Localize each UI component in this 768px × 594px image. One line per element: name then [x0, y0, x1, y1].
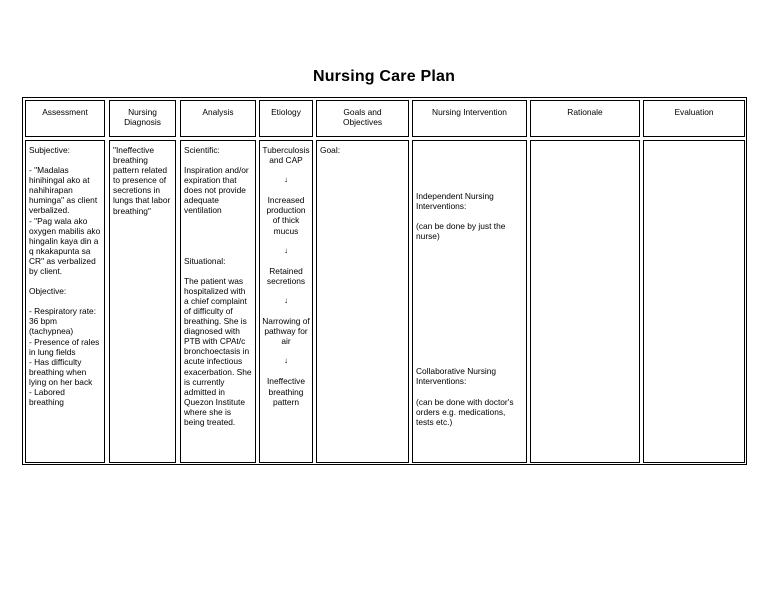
- header-analysis: Analysis: [180, 100, 256, 137]
- intervention-cell: [412, 140, 527, 463]
- objective-item-2: - Presence of rales in lung fields: [29, 336, 100, 357]
- rationale-cell: [530, 140, 640, 463]
- header-diagnosis: [109, 100, 176, 137]
- etiology-cell: [259, 140, 313, 463]
- subjective-label: Subjective:: [29, 145, 70, 155]
- objective-item-1: - Respiratory rate: 36 bpm (tachypnea): [29, 306, 97, 337]
- etiology-step-1: Tuberculosis and CAP: [262, 145, 310, 166]
- goals-cell: [316, 140, 409, 463]
- situational-label: Situational:: [184, 255, 226, 266]
- header-intervention: Nursing Intervention: [412, 100, 527, 137]
- objective-label: Objective:: [29, 286, 67, 297]
- analysis-cell: [180, 140, 256, 463]
- objective-item-4: - Labored breathing: [29, 386, 65, 408]
- down-arrow-icon: ↓: [284, 245, 288, 255]
- collaborative-interventions-note: (can be done with doctor's orders e.g. medications, tests etc.): [416, 396, 514, 427]
- subjective-statement-2: - "Pag wala ako oxygen mabilis ako hingalin kaya din a q nkakapunta sa CR" as verbalized by client.: [29, 215, 101, 277]
- down-arrow-icon: ↓: [284, 356, 288, 366]
- header-goals: [316, 100, 409, 137]
- header-diagnosis-label: Nursing Diagnosis: [124, 107, 161, 128]
- diagnosis-text: "Ineffective breathing pattern related to presence of secretions in lungs that labor breathing": [113, 145, 171, 216]
- subjective-statement-1: - "Madalas hinihingal ako at nahihirapan huminga" as client verbalized.: [29, 165, 98, 216]
- etiology-step-3: Retained secretions: [266, 265, 306, 286]
- etiology-step-2: Increased production of thick mucus: [266, 195, 306, 236]
- down-arrow-icon: ↓: [284, 295, 288, 305]
- evaluation-cell: [643, 140, 745, 463]
- assessment-cell: [25, 140, 105, 463]
- care-plan-table: [22, 97, 747, 465]
- independent-interventions-note: (can be done by just the nurse): [416, 221, 506, 242]
- header-rationale: Rationale: [530, 100, 640, 137]
- down-arrow-icon: ↓: [284, 175, 288, 185]
- header-etiology: Etiology: [259, 100, 313, 137]
- header-goals-label: Goals and Objectives: [342, 107, 383, 128]
- diagnosis-cell: [109, 140, 176, 463]
- etiology-step-5: Ineffective breathing pattern: [266, 376, 306, 407]
- header-assessment: Assessment: [25, 100, 105, 137]
- collaborative-interventions-label: Collaborative Nursing Interventions:: [416, 366, 497, 387]
- page-title: Nursing Care Plan: [312, 68, 456, 85]
- etiology-step-4: Narrowing of pathway for air: [262, 316, 310, 347]
- independent-interventions-label: Independent Nursing Interventions:: [416, 191, 494, 212]
- situational-text: The patient was hospitalized with a chief complaint of difficulty of breathing. She is diagnosed with PTB with CPAt/c bronchoectasis in acute infectious exacerbation. She is currently admitted in Quezon Institute where she is being treated.: [184, 275, 252, 427]
- scientific-label: Scientific:: [184, 145, 220, 155]
- objective-item-3: - Has difficulty breathing when lying on her back: [29, 356, 93, 387]
- scientific-text: Inspiration and/or expiration that does not provide adequate ventilation: [184, 165, 249, 216]
- goal-label: Goal:: [320, 145, 341, 155]
- header-evaluation: Evaluation: [643, 100, 745, 137]
